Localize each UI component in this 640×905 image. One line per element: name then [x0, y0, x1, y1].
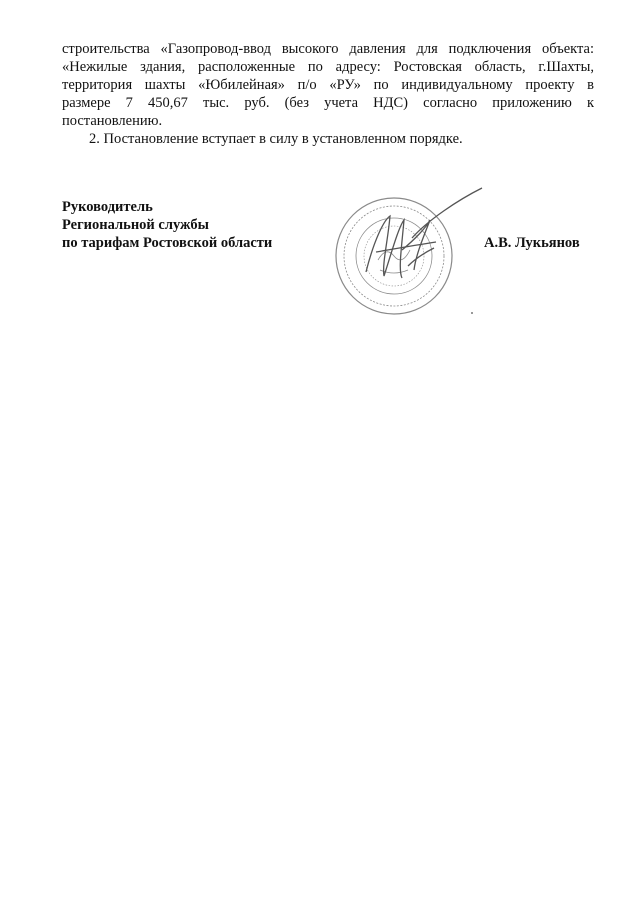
- paragraph-1-line: «Нежилые здания, расположенные по адресу: Ростовская область, г.Шахты,: [62, 59, 594, 75]
- paragraph-1-line: территория шахты «Юбилейная» п/о «РУ» по индивидуальному проекту в: [62, 77, 594, 93]
- paragraph-2: 2. Постановление вступает в силу в установленном порядке.: [89, 131, 463, 147]
- paragraph-1-line: размере 7 450,67 тыс. руб. (без учета НДС) согласно приложению к: [62, 95, 594, 111]
- signatory-title-line: Региональной службы: [62, 217, 209, 233]
- scan-mark: [471, 312, 473, 314]
- official-seal-icon: [318, 180, 488, 320]
- paragraph-1-line: постановлению.: [62, 113, 163, 129]
- signatory-title-line: Руководитель: [62, 199, 153, 215]
- paragraph-1-line: строительства «Газопровод-ввод высокого давления для подключения объекта:: [62, 41, 594, 57]
- signatory-title-line: по тарифам Ростовской области: [62, 235, 273, 251]
- signatory-title: [62, 198, 272, 252]
- paragraph-1: [62, 40, 594, 130]
- signatory-name: А.В. Лукьянов: [484, 235, 580, 251]
